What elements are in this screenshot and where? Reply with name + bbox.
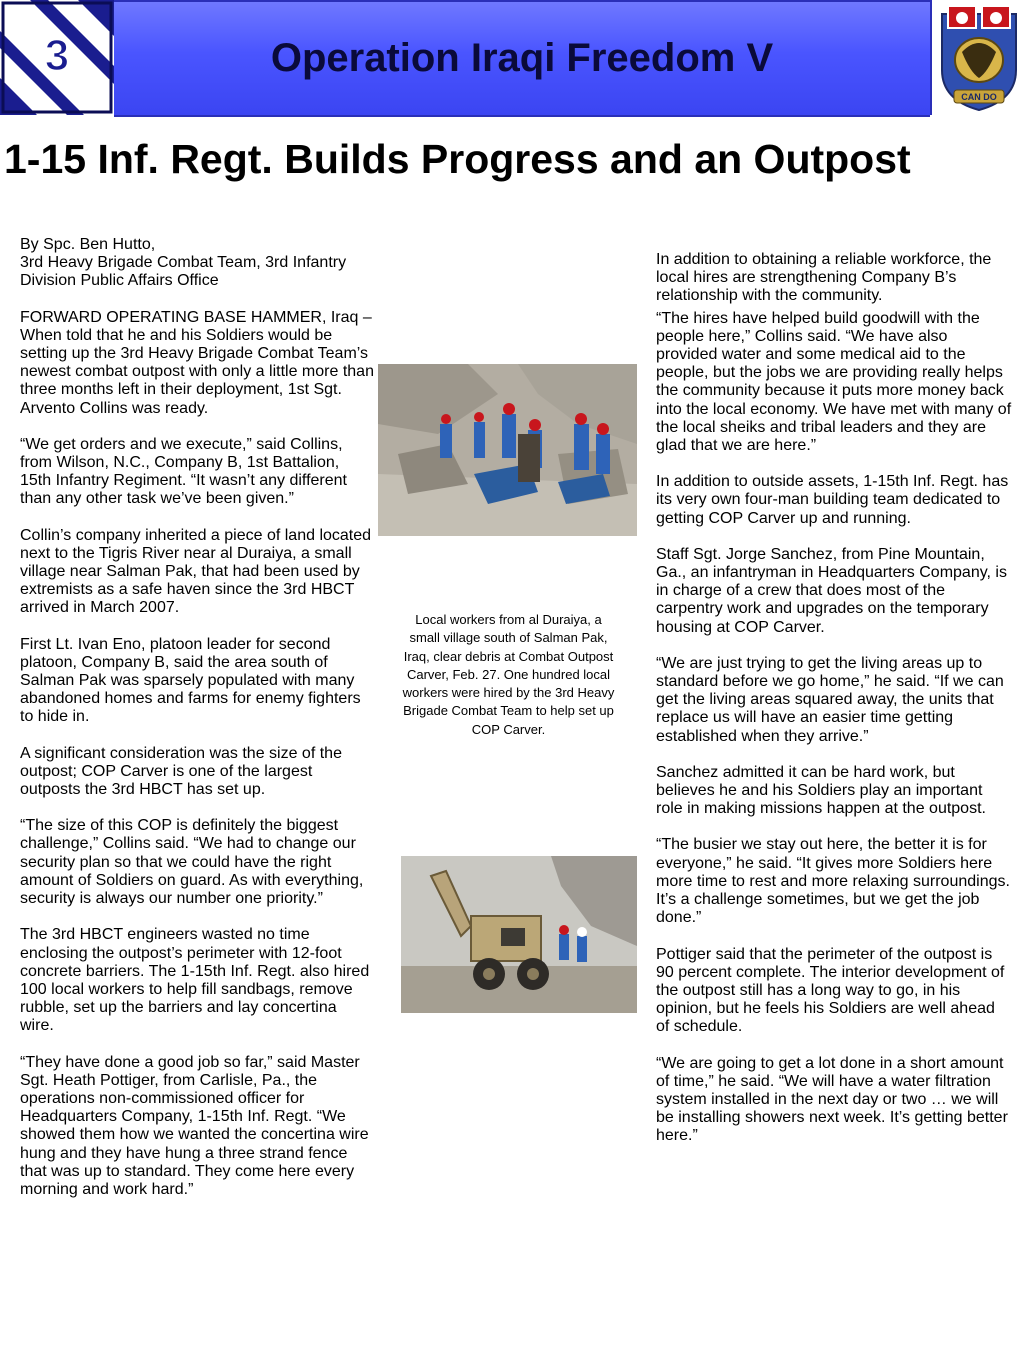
left-column <box>20 236 374 1217</box>
paragraph: The 3rd HBCT engineers wasted no time enclosing the outpost’s perimeter with 12-foot concrete barriers. The 1-15th Inf. Regt. also hired 100 local workers to help fill sandbags, remove rubble, set up the barriers and lay concertina wire. <box>20 926 370 1035</box>
byline-unit: 3rd Heavy Brigade Combat Team, 3rd Infantry Division Public Affairs Office <box>20 254 347 290</box>
paragraph: Pottiger said that the perimeter of the outpost is 90 percent complete. The interior development of the outpost still has a long way to go, in his opinion, but he feels his Soldiers are well ahead of schedule. <box>656 945 1005 1036</box>
division-patch-icon <box>0 0 114 115</box>
paragraph: “We are going to get a lot done in a short amount of time,” he said. “We will have a water filtration system installed in the next day or two … we will be installing showers next week. It’s getting better here.” <box>656 1054 1008 1145</box>
paragraph: FORWARD OPERATING BASE HAMMER, Iraq – When told that he and his Soldiers would be setting up the 3rd Heavy Brigade Combat Team’s newest combat outpost with only a little more than three months left in their deployment, 1st Sgt. Arvento Collins was ready. <box>20 308 374 417</box>
paragraph: Staff Sgt. Jorge Sanchez, from Pine Mountain, Ga., an infantryman in Headquarters Company, is in charge of a crew that does most of the carpentry work and upgrades on the temporary housing at COP Carver. <box>656 545 1007 636</box>
regiment-crest-logo <box>930 0 1024 115</box>
workers-photo-icon <box>378 364 637 536</box>
paragraph: “The hires have helped build goodwill with the people here,” Collins said. “We have also provided water and some medical aid to the people, but the jobs we are providing really helps the community because it puts more money back into the local economy. We have met with many of the local sheiks and tribal leaders and they are glad that we are here.” <box>656 309 1012 455</box>
right-column <box>656 251 1012 1164</box>
paragraph: “We are just trying to get the living areas up to standard before we go home,” he said. “If we can get the living areas squared away, the units that replace us will have an easier time getting established when they arrive.” <box>656 654 1004 745</box>
photo-backhoe-vehicle <box>401 856 637 1013</box>
paragraph: Sanchez admitted it can be hard work, but believes he and his Soldiers play an important role in making missions happen at the outpost. <box>656 763 986 818</box>
paragraph: First Lt. Ivan Eno, platoon leader for second platoon, Company B, said the area south of Salman Pak was sparsely populated with many abandoned homes and farms for enemy fighters to hide in. <box>20 635 361 726</box>
division-patch-logo <box>0 0 116 115</box>
paragraph: “The busier we stay out here, the better it is for everyone,” he said. “It gives more Soldiers here more time to rest and more relaxing surroundings. It’s a challenge sometimes, but we get the job done.” <box>656 836 1010 927</box>
paragraph: In addition to obtaining a reliable workforce, the local hires are strengthening Company B’s relationship with the community. <box>656 251 992 305</box>
photo-workers-clearing-debris <box>378 364 637 536</box>
photo-caption: Local workers from al Duraiya, a small village south of Salman Pak, Iraq, clear debris at Combat Outpost Carver, Feb. 27. One hundred local workers were hired by the 3rd Heavy Brigade Combat Team to help set up COP Carver. <box>402 612 615 737</box>
paragraph: “The size of this COP is definitely the biggest challenge,” Collins said. “We had to change our security plan so that we could have the right amount of Soldiers on guard. As with everything, security is always our number one priority.” <box>20 817 364 908</box>
patch-number: 3 <box>44 31 70 80</box>
backhoe-photo-icon <box>401 856 637 1013</box>
crest-motto: CAN DO <box>961 92 997 102</box>
paragraph: In addition to outside assets, 1-15th Inf. Regt. has its very own four-man building team dedicated to getting COP Carver up and running. <box>656 473 1009 527</box>
paragraph: “They have done a good job so far,” said Master Sgt. Heath Pottiger, from Carlisle, Pa., the operations non-commissioned officer for Headquarters Company, 1-15th Inf. Regt. “We showed them how we wanted the concertina wire hung and they have hung a three strand fence that was up to standard. They come here every morning and work hard.” <box>20 1053 369 1198</box>
paragraph: A significant consideration was the size of the outpost; COP Carver is one of the largest outposts the 3rd HBCT has set up. <box>20 744 342 799</box>
regiment-crest-icon <box>932 0 1024 115</box>
byline-author: By Spc. Ben Hutto, <box>20 236 156 253</box>
banner-title: Operation Iraqi Freedom V <box>270 36 774 80</box>
article-headline: 1-15 Inf. Regt. Builds Progress and an Outpost <box>4 136 911 182</box>
paragraph: Collin’s company inherited a piece of land located next to the Tigris River near al Duraiya, a small village near Salman Pak, that had been used by extremists as a safe haven since the 3rd HBCT arrived in March 2007. <box>20 526 372 617</box>
byline <box>20 236 374 291</box>
header-banner <box>0 0 1024 115</box>
paragraph: “We get orders and we execute,” said Collins, from Wilson, N.C., Company B, 1st Battalion, 15th Infantry Regiment. “It wasn’t any different than any other task we’ve been given.” <box>20 435 347 508</box>
